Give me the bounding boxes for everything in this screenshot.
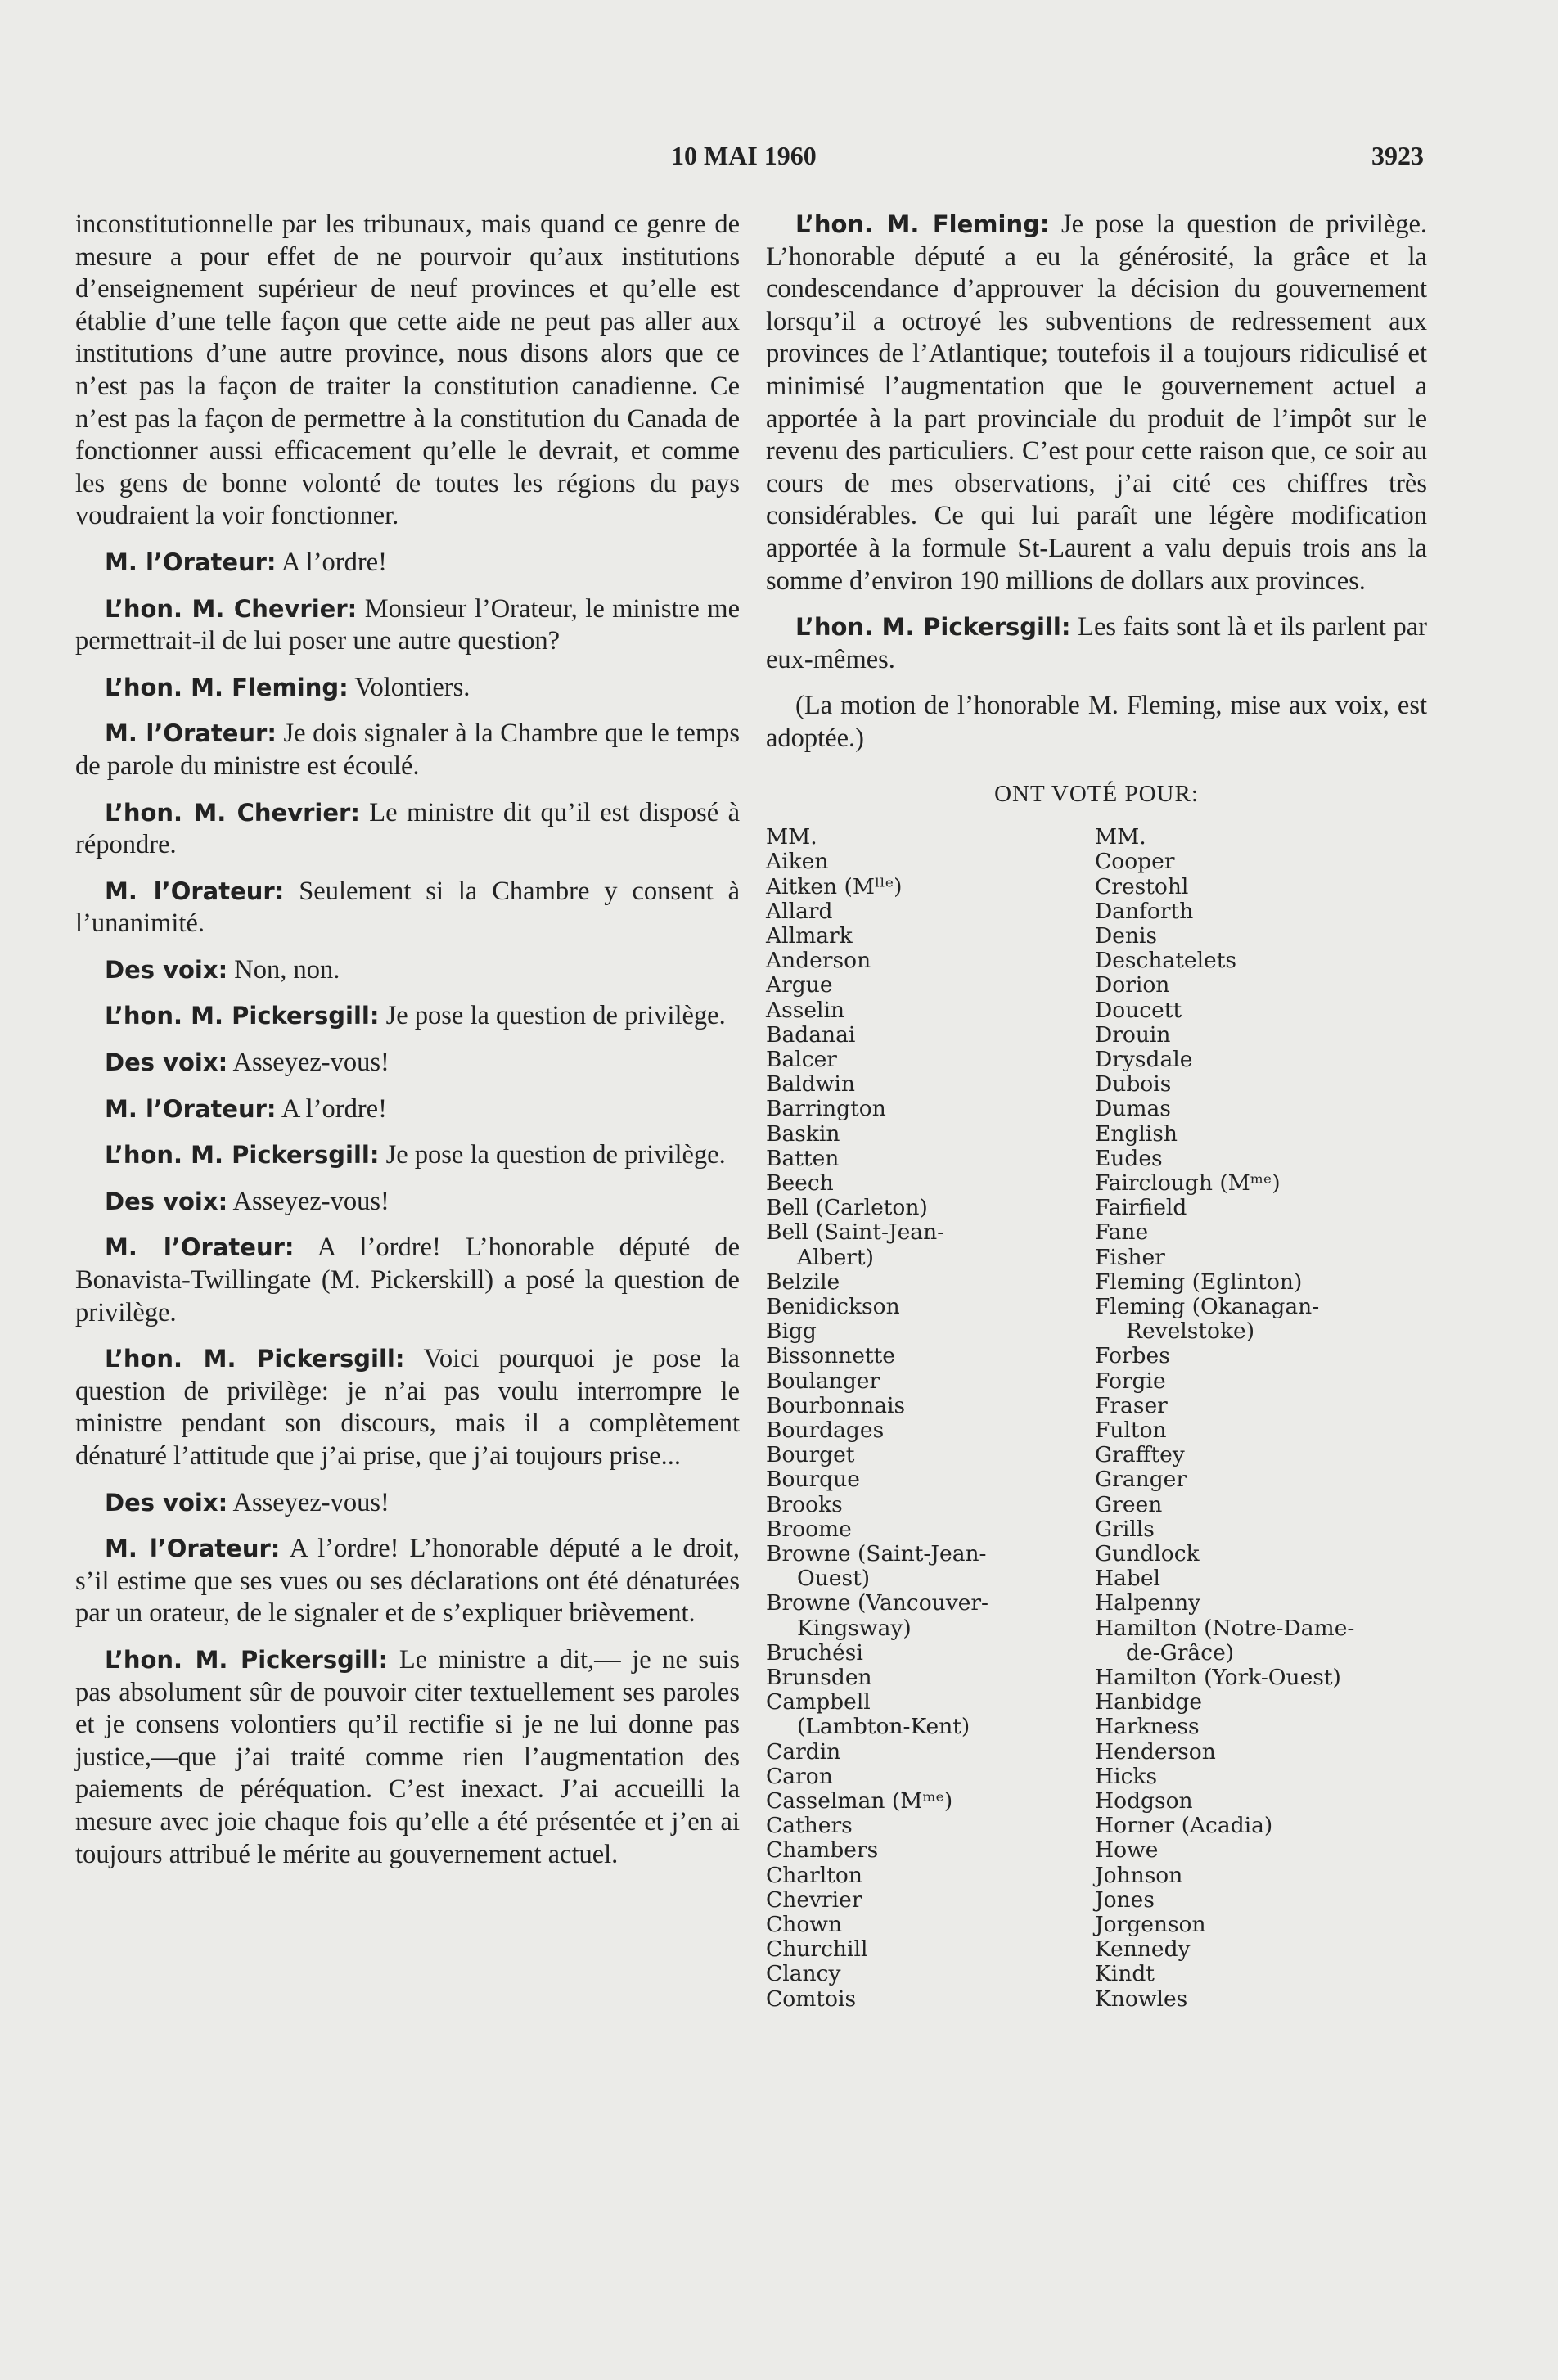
right-paragraphs xyxy=(766,209,1427,755)
member-name: Dorion xyxy=(1095,972,1170,998)
member-name: de-Grâce) xyxy=(1126,1639,1235,1666)
member-name: Fane xyxy=(1095,1219,1149,1246)
member-name: Barrington xyxy=(766,1096,886,1122)
member-name: Hamilton (Notre-Dame- xyxy=(1095,1615,1355,1641)
member-name: Fraser xyxy=(1095,1392,1168,1418)
member-name: Bell (Saint-Jean- xyxy=(766,1219,945,1246)
paragraph xyxy=(766,611,1427,676)
member-name: Fairclough (Mᵐᵉ) xyxy=(1095,1170,1281,1196)
paragraph-text: Je dois signaler à la Chambre que le temps de parole du ministre est écoulé. xyxy=(75,719,741,781)
member-name: Bourque xyxy=(766,1467,860,1493)
member-name: Clancy xyxy=(766,1961,841,1987)
member-name: Dubois xyxy=(1095,1071,1172,1098)
member-name: Granger xyxy=(1095,1467,1187,1493)
member-name: Jones xyxy=(1095,1886,1155,1913)
member-name: Albert) xyxy=(797,1244,874,1270)
vote-column-2 xyxy=(1095,825,1422,2012)
member-name: Bissonnette xyxy=(766,1343,895,1369)
member-name: Chown xyxy=(766,1912,843,1938)
member-name: Habel xyxy=(1095,1566,1161,1592)
paragraph xyxy=(766,209,1427,597)
member-name: Kingsway) xyxy=(797,1615,912,1641)
member-name: Deschatelets xyxy=(1095,948,1236,974)
member-name: Brooks xyxy=(766,1491,843,1517)
member-name: Browne (Saint-Jean- xyxy=(766,1540,987,1566)
member-name: Fulton xyxy=(1095,1417,1167,1443)
paragraph-text: A l’ordre! xyxy=(281,547,387,577)
paragraph xyxy=(75,209,740,533)
member-name: Eudes xyxy=(1095,1145,1163,1171)
paragraph-text: A l’ordre! L’honorable député a le droit, s’il estime que ses vues ou ses déclarations ont été dénaturées par un orateur, de le signaler et de s’expliquer brièvement. xyxy=(75,1534,740,1629)
member-name: Chambers xyxy=(766,1837,879,1864)
member-name: Forgie xyxy=(1095,1368,1166,1394)
speaker-name: L’hon. M. Pickersgill: xyxy=(105,1645,389,1674)
member-name: Batten xyxy=(766,1145,840,1171)
paragraph xyxy=(75,1139,740,1172)
member-name: Bourbonnais xyxy=(766,1392,906,1418)
speaker-name: L’hon. M. Pickersgill: xyxy=(795,613,1071,642)
speaker-name: L’hon. M. Chevrier: xyxy=(105,798,360,827)
speaker-name: L’hon. M. Fleming: xyxy=(105,673,349,701)
paragraph-text: Les faits sont là et ils parlent par eux-mêmes. xyxy=(766,612,1427,674)
member-name: Horner (Acadia) xyxy=(1095,1813,1273,1839)
speaker-name: M. l’Orateur: xyxy=(105,719,277,748)
member-name: Churchill xyxy=(766,1936,868,1963)
member-name: Harkness xyxy=(1095,1714,1200,1740)
member-name: Cathers xyxy=(766,1813,853,1839)
member-name: Benidickson xyxy=(766,1293,900,1319)
member-name: Allmark xyxy=(766,922,853,949)
paragraph-text: (La motion de l’honorable M. Fleming, mise aux voix, est adoptée.) xyxy=(766,691,1427,753)
paragraph xyxy=(75,593,740,658)
member-name: Baskin xyxy=(766,1120,840,1147)
member-name: Grafftey xyxy=(1095,1442,1185,1468)
page-date: 10 MAI 1960 xyxy=(671,141,817,170)
paragraph xyxy=(75,1047,740,1080)
member-name: Fairfield xyxy=(1095,1195,1187,1221)
paragraph xyxy=(75,1533,740,1630)
speaker-name: Des voix: xyxy=(105,1488,228,1517)
member-name: Halpenny xyxy=(1095,1590,1201,1616)
paragraph-text: Je pose la question de privilège. xyxy=(385,1001,726,1031)
member-name: Forbes xyxy=(1095,1343,1170,1369)
paragraph-text: Asseyez-vous! xyxy=(232,1186,390,1216)
paragraph xyxy=(75,876,740,940)
paragraph-text: Asseyez-vous! xyxy=(232,1048,390,1078)
member-name: Drouin xyxy=(1095,1021,1171,1048)
member-name: Bell (Carleton) xyxy=(766,1195,928,1221)
member-name: Fleming (Eglinton) xyxy=(1095,1269,1303,1295)
member-name: Bruchési xyxy=(766,1639,863,1666)
speaker-name: Des voix: xyxy=(105,1187,228,1215)
right-column xyxy=(766,209,1427,2012)
member-name: Charlton xyxy=(766,1862,862,1888)
member-name: Kennedy xyxy=(1095,1936,1191,1963)
member-name: Casselman (Mᵐᵉ) xyxy=(766,1788,953,1814)
member-name: Comtois xyxy=(766,1986,857,2012)
vote-column-header: MM. xyxy=(766,824,817,850)
paragraph-text: Je pose la question de privilège. L’honorable député a eu la générosité, la grâce et la condescendance d’approuver la décision du gouvernement lorsqu’il a octroyé les subventions de redressement aux provinces de l’Atlantique; toutefois il a toujours ridiculisé et minimisé l’augmentation que le gouvernement actuel a apportée à la part provinciale du produit de l’impôt sur le revenu des particuliers. C’est pour cette raison que, ce soir au cours de mes observations, j’ai cité ces chiffres très considérables. Ce qui lui paraît une légère modification apportée à la formule St-Laurent a valu depuis trois ans la somme d’environ 190 millions de dollars aux provinces. xyxy=(766,210,1427,596)
paragraph xyxy=(75,718,740,782)
member-name: (Lambton-Kent) xyxy=(797,1714,970,1740)
member-name: Anderson xyxy=(766,948,871,974)
page-number: 3923 xyxy=(1371,141,1424,170)
member-name: Bigg xyxy=(766,1318,817,1345)
speaker-name: M. l’Orateur: xyxy=(105,1535,281,1563)
member-name: Denis xyxy=(1095,922,1158,949)
left-column xyxy=(75,209,740,1885)
member-name: Johnson xyxy=(1095,1862,1183,1888)
member-name: Caron xyxy=(766,1763,833,1789)
vote-column-header: MM. xyxy=(1095,824,1146,850)
member-name: Bourdages xyxy=(766,1417,885,1443)
member-name: Danforth xyxy=(1095,898,1194,924)
member-name: Chevrier xyxy=(766,1886,862,1913)
paragraph xyxy=(75,1343,740,1472)
paragraph xyxy=(75,1232,740,1329)
member-name: Howe xyxy=(1095,1837,1159,1864)
member-name: Grills xyxy=(1095,1516,1155,1542)
paragraph-text: Le ministre a dit,— je ne suis pas absolument sûr de pouvoir citer textuellement ses paroles et je consens volontiers qu’il rectifie si je ne lui donne pas justice,—que j’ai traité comme rien l’augmentation des paiements de péréquation. C’est inexact. J’ai accueilli la mesure avec joie chaque fois qu’elle a été présentée et j’en ai toujours attribué le mérite au gouvernement actuel. xyxy=(75,1644,741,1869)
paragraph-text: A l’ordre! L’honorable député de Bonavista-Twillingate (M. Pickerskill) a posé la question de privilège. xyxy=(75,1233,741,1327)
paragraph-text: Le ministre dit qu’il est disposé à répondre. xyxy=(75,797,741,860)
paragraph-text: Asseyez-vous! xyxy=(232,1487,390,1517)
member-name: Badanai xyxy=(766,1021,856,1048)
member-name: Hicks xyxy=(1095,1763,1158,1789)
paragraph xyxy=(75,1487,740,1520)
paragraph-text: A l’ordre! xyxy=(281,1093,387,1124)
member-name: Revelstoke) xyxy=(1126,1318,1255,1345)
vote-title: ONT VOTÉ POUR: xyxy=(994,780,1199,807)
member-name: Jorgenson xyxy=(1095,1912,1206,1938)
member-name: Gundlock xyxy=(1095,1540,1200,1566)
paragraph xyxy=(75,1644,740,1871)
member-name: Baldwin xyxy=(766,1071,855,1098)
member-name: Allard xyxy=(766,898,833,924)
member-name: Asselin xyxy=(766,997,845,1023)
paragraph xyxy=(75,547,740,579)
member-name: English xyxy=(1095,1120,1178,1147)
member-name: Doucett xyxy=(1095,997,1182,1023)
paragraph xyxy=(75,1186,740,1219)
speaker-name: L’hon. M. Pickersgill: xyxy=(105,1002,380,1030)
member-name: Brunsden xyxy=(766,1665,872,1690)
paragraph-text: inconstitutionnelle par les tribunaux, mais quand ce genre de mesure a pour effet de ne pourvoir qu’aux institutions d’enseignement supérieur de neuf provinces et qu’elle est établie d’une telle façon que cette aide ne peut pas aller aux institutions d’une autre province, nous disons alors que ce n’est pas la façon de traiter la constitution canadienne. Ce n’est pas la façon de permettre à la constitution du Canada de fonctionner aussi efficacement qu’elle le devrait, et comme les gens de bonne volonté de toutes les régions du pays voudraient la voir fonctionner. xyxy=(75,210,740,531)
member-name: Knowles xyxy=(1095,1986,1188,2012)
speaker-name: M. l’Orateur: xyxy=(105,877,285,905)
member-name: Balcer xyxy=(766,1046,837,1072)
member-name: Argue xyxy=(766,972,833,998)
speaker-name: M. l’Orateur: xyxy=(105,1233,295,1262)
member-name: Kindt xyxy=(1095,1961,1155,1987)
member-name: Belzile xyxy=(766,1269,840,1295)
member-name: Fleming (Okanagan- xyxy=(1095,1293,1320,1319)
page-header xyxy=(0,141,1558,182)
paragraph-text: Monsieur l’Orateur, le ministre me permettrait-il de lui poser une autre question? xyxy=(75,593,741,656)
speaker-name: L’hon. M. Pickersgill: xyxy=(105,1345,405,1373)
speaker-name: L’hon. M. Pickersgill: xyxy=(105,1141,380,1170)
paragraph-text: Seulement si la Chambre y consent à l’unanimité. xyxy=(75,876,741,939)
paragraph xyxy=(75,797,740,862)
paragraph-text: Volontiers. xyxy=(354,672,471,702)
member-name: Aitken (Mˡˡᵉ) xyxy=(766,873,903,899)
member-name: Hamilton (York-Ouest) xyxy=(1095,1665,1341,1690)
paragraph xyxy=(75,1000,740,1033)
member-name: Hodgson xyxy=(1095,1788,1193,1814)
speaker-name: M. l’Orateur: xyxy=(105,1094,277,1123)
member-name: Fisher xyxy=(1095,1244,1165,1270)
vote-column-1 xyxy=(766,825,1093,2012)
member-name: Crestohl xyxy=(1095,873,1189,899)
paragraph xyxy=(75,1093,740,1126)
paragraph-text: Non, non. xyxy=(234,954,340,985)
paragraph xyxy=(75,954,740,987)
paragraph-text: Voici pourquoi je pose la question de privilège: je n’ai pas voulu interrompre le ministre pendant son discours, mais il a complètement dénaturé l’attitude que j’ai prise, que j’ai toujours prise... xyxy=(75,1344,740,1471)
member-name: Beech xyxy=(766,1170,834,1196)
speaker-name: L’hon. M. Fleming: xyxy=(795,210,1050,238)
member-name: Bourget xyxy=(766,1442,855,1468)
member-name: Boulanger xyxy=(766,1368,880,1394)
speaker-name: M. l’Orateur: xyxy=(105,548,277,576)
paragraph xyxy=(766,690,1427,755)
member-name: Drysdale xyxy=(1095,1046,1193,1072)
member-name: Aiken xyxy=(766,849,829,875)
member-name: Cardin xyxy=(766,1738,841,1765)
speaker-name: Des voix: xyxy=(105,1048,228,1077)
speaker-name: L’hon. M. Chevrier: xyxy=(105,594,358,623)
member-name: Campbell xyxy=(766,1689,871,1715)
member-name: Browne (Vancouver- xyxy=(766,1590,989,1616)
paragraph-text: Je pose la question de privilège. xyxy=(385,1140,726,1170)
member-name: Hanbidge xyxy=(1095,1689,1203,1715)
paragraph xyxy=(75,672,740,705)
member-name: Cooper xyxy=(1095,849,1175,875)
member-name: Broome xyxy=(766,1516,852,1542)
member-name: Ouest) xyxy=(797,1566,871,1592)
member-name: Dumas xyxy=(1095,1096,1171,1122)
speaker-name: Des voix: xyxy=(105,955,228,984)
member-name: Green xyxy=(1095,1491,1163,1517)
member-name: Henderson xyxy=(1095,1738,1216,1765)
